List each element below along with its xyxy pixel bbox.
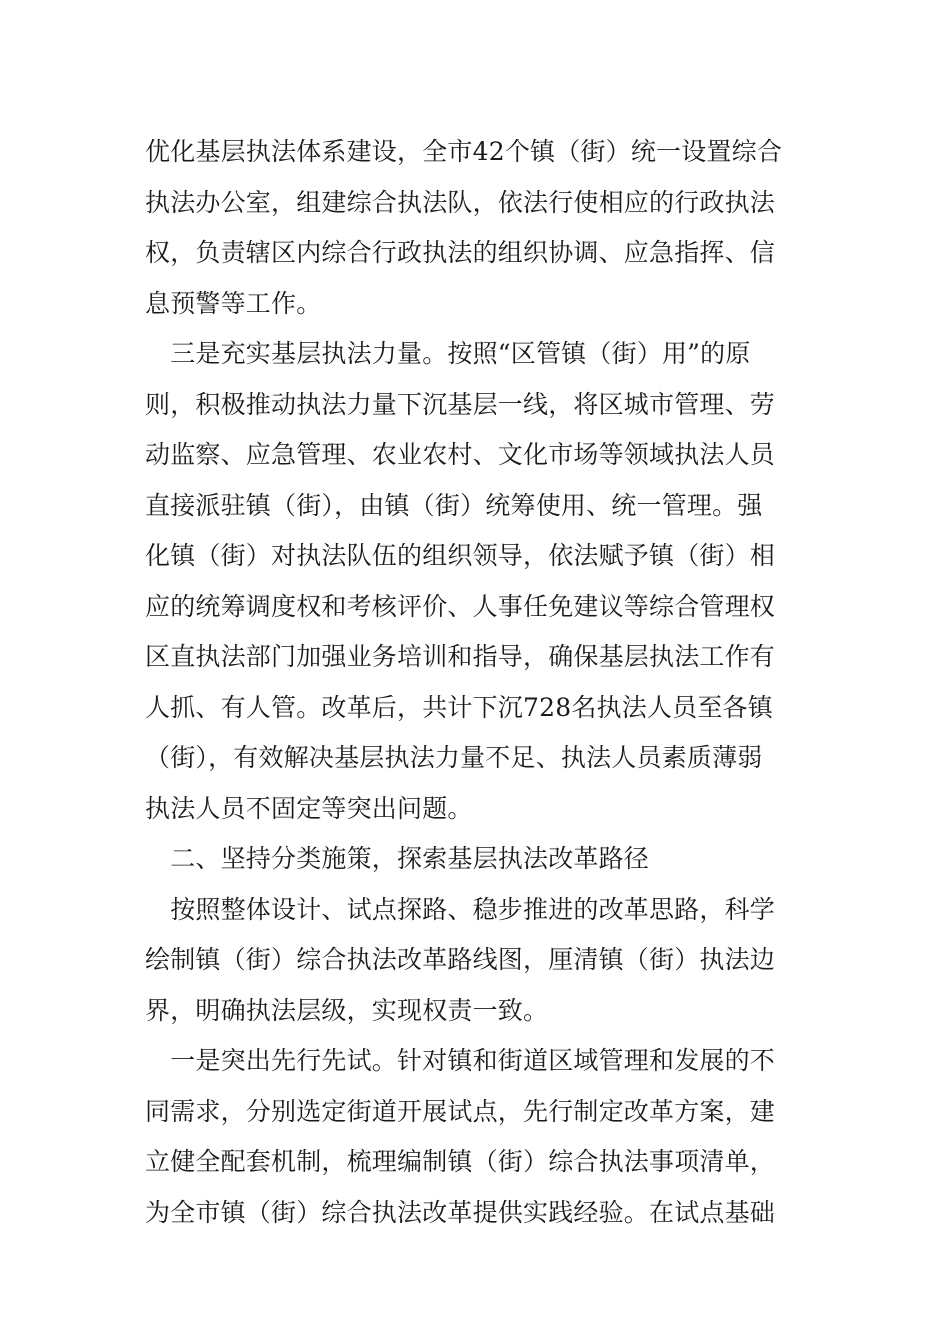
text-line: 权，负责辖区内综合行政执法的组织协调、应急指挥、信 [145,238,776,267]
text-line: 界，明确执法层级，实现权责一致。 [145,995,549,1025]
body-text [145,127,815,1238]
text-line: 三是充实基层执法力量。按照“区管镇（街）用”的原 [145,339,751,368]
text-line: 区直执法部门加强业务培训和指导，确保基层执法工作有 [145,642,776,671]
text-line: 立健全配套机制，梳理编制镇（街）综合执法事项清单， [145,1147,776,1176]
text-line: 为全市镇（街）综合执法改革提供实践经验。在试点基础 [145,1197,776,1227]
text-line: 同需求，分别选定街道开展试点，先行制定改革方案，建 [145,1096,776,1126]
text-line: 一是突出先行先试。针对镇和街道区域管理和发展的不 [145,1046,776,1075]
text-line: 应的统筹调度权和考核评价、人事任免建议等综合管理权 [145,591,776,621]
text-line: 绘制镇（街）综合执法改革路线图，厘清镇（街）执法边 [145,945,776,974]
text-line: （街），有效解决基层执法力量不足、执法人员素质薄弱 [145,743,763,772]
text-line: 息预警等工作。 [145,288,322,318]
text-line: 按照整体设计、试点探路、稳步推进的改革思路，科学 [145,894,776,924]
text-line: 动监察、应急管理、农业农村、文化市场等领域执法人员 [145,440,776,469]
text-line: 则，积极推动执法力量下沉基层一线，将区城市管理、劳 [145,389,776,419]
text-line: 执法人员不固定等突出问题。 [145,793,473,823]
text-line: 人抓、有人管。改革后，共计下沉728名执法人员至各镇 [145,692,773,722]
text-line: 优化基层执法体系建设，全市42个镇（街）统一设置综合 [145,137,783,166]
text-line: 化镇（街）对执法队伍的组织领导，依法赋予镇（街）相 [145,541,776,570]
text-line: 直接派驻镇（街），由镇（街）统筹使用、统一管理。强 [145,490,763,520]
text-line: 执法办公室，组建综合执法队，依法行使相应的行政执法 [145,187,776,217]
section-heading: 二、坚持分类施策，探索基层执法改革路径 [145,844,650,873]
